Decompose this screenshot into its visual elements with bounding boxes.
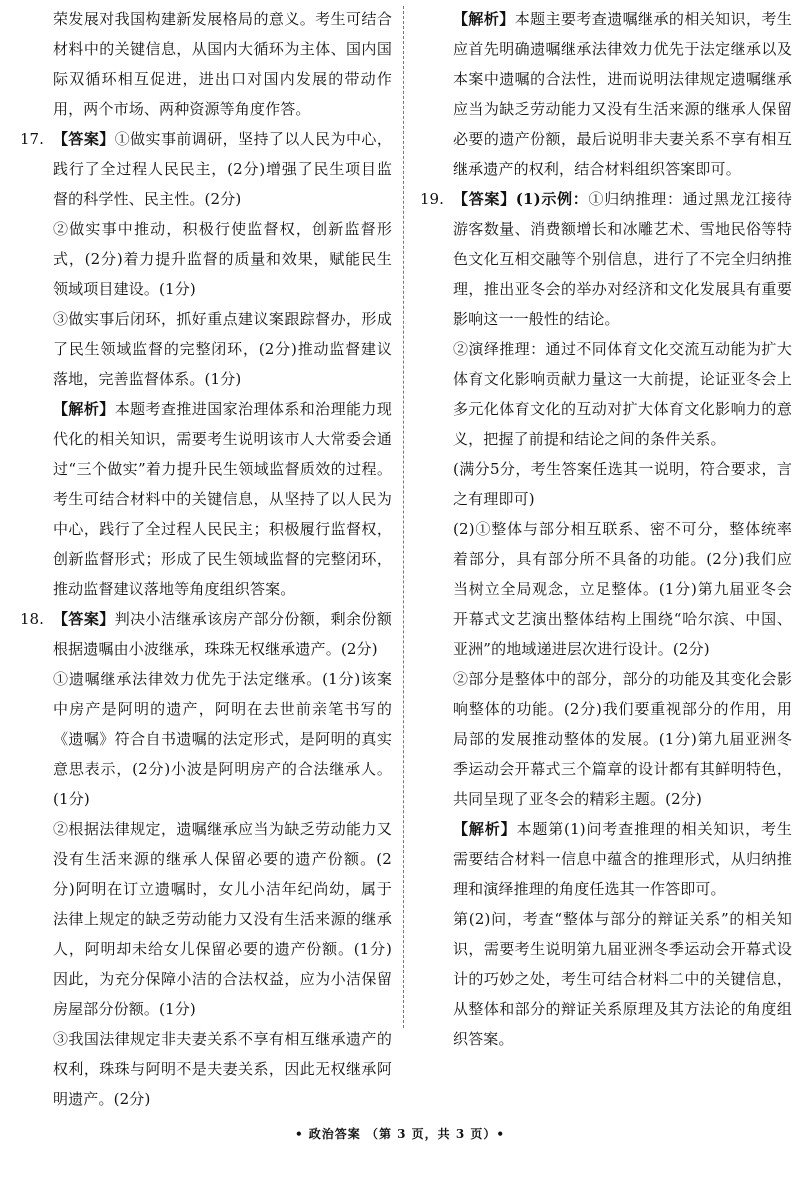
q18-answer-3: ③我国法律规定非夫妻关系不享有相互继承遗产的权利，珠珠与阿明不是夫妻关系，因此无权继承阿明遗产。(2分) [53,1030,392,1108]
analysis-text: 本题考查推进国家治理体系和治理能力现代化的相关知识，需要考生说明该市人大常委会通过“三个做实”着力提升民生领域监督质效的过程。考生可结合材料中的关键信息，从坚持了以人民为中心，践行了全过程人民民主；积极履行监督权，创新监督形式；形成了民生领域监督的完整闭环，推动监督建议落地等角度组织答案。 [53,400,392,598]
q19-part2-b: ②部分是整体中的部分，部分的功能及其变化会影响整体的功能。(2分)我们要重视部分的作用，用局部的发展推动整体的发展。(1分)第九届亚洲冬季运动会开幕式三个篇章的设计都有其鲜明特色，共同呈现了亚冬会的精彩主题。(2分) [453,670,792,808]
answer-tag: 【答案】 [53,130,115,148]
q18-analysis [420,4,792,184]
q18-answer-1: ①遗嘱继承法律效力优先于法定继承。(1分)该案中房产是阿明的遗产，阿明在去世前亲笔书写的《遗嘱》符合自书遗嘱的法定形式，是阿明的真实意思表示，(2分)小波是阿明房产的合法继承人。(1分) [53,670,392,808]
q19-part2-a: (2)①整体与部分相互联系、密不可分，整体统率着部分，具有部分所不具备的功能。(2分)我们应当树立全局观念，立足整体。(1分)第九届亚冬会开幕式文艺演出整体结构上围绕“哈尔滨、中国、亚洲”的地域递进层次进行设计。(2分) [453,520,792,658]
right-column [420,4,792,1054]
analysis-tag: 【解析】 [453,10,515,28]
q19-part1-a [453,184,792,334]
answer-tag: 【答案】 [453,190,516,208]
question-number: 18. [20,610,44,628]
answer-text: ①归纳推理：通过黑龙江接待游客数量、消费额增长和冰雕艺术、雪地民俗等特色文化互相交融等个别信息，进行了不完全归纳推理，推出亚冬会的举办对经济和文化发展具有重要影响这一一般性的结论。 [453,190,792,328]
column-divider [403,6,404,1028]
q17-answer-3: ③做实事后闭环，抓好重点建议案跟踪督办，形成了民生领域监督的完整闭环，(2分)推动监督建议落地，完善监督体系。(1分) [53,310,392,388]
answer-text: 判决小洁继承该房产部分份额，剩余份额根据遗嘱由小波继承，珠珠无权继承遗产。(2分) [53,610,392,658]
page-footer: • 政治答案 （第 3 页，共 3 页）• [294,1127,506,1141]
question-number: 17. [20,130,44,148]
analysis-text: 本题第(1)问考查推理的相关知识，考生需要结合材料一信息中蕴含的推理形式，从归纳推理和演绎推理的角度任选其一作答即可。 [453,820,792,898]
part1-label: (1)示例： [515,190,589,208]
q19-part1-note: (满分5分，考生答案任选其一说明，符合要求，言之有理即可) [453,460,792,508]
answer-text: ①做实事前调研，坚持了以人民为中心，践行了全过程人民民主，(2分)增强了民生项目监督的科学性、民主性。(2分) [53,130,392,208]
q19-part1-b: ②演绎推理：通过不同体育文化交流互动能为扩大体育文化影响贡献力量这一大前提，论证亚冬会上多元化体育文化的互动对扩大体育文化影响力的意义，把握了前提和结论之间的条件关系。 [453,340,792,448]
left-column [20,4,392,1114]
question-19 [420,184,792,1054]
q18-answer-intro [53,604,392,664]
analysis-tag: 【解析】 [53,400,115,418]
q19-analysis-2: 第(2)问，考查“整体与部分的辩证关系”的相关知识，需要考生说明第九届亚洲冬季运动会开幕式设计的巧妙之处，考生可结合材料二中的关键信息，从整体和部分的辩证关系原理及其方法论的角度组织答案。 [453,910,792,1048]
question-18 [20,604,392,1114]
question-number: 19. [420,190,444,208]
answer-tag: 【答案】 [53,610,115,628]
q18-answer-2: ②根据法律规定，遗嘱继承应当为缺乏劳动能力又没有生活来源的继承人保留必要的遗产份额。(2分)阿明在订立遗嘱时，女儿小洁年纪尚幼，属于法律上规定的缺乏劳动能力又没有生活来源的继承人，阿明却未给女儿保留必要的遗产份额。(1分)因此，为充分保障小洁的合法权益，应为小洁保留房屋部分份额。(1分) [53,820,392,1018]
question-17 [20,124,392,604]
q17-answer-2: ②做实事中推动，积极行使监督权，创新监督形式，(2分)着力提升监督的质量和效果，赋能民生领域项目建设。(1分) [53,220,392,298]
analysis-text: 本题主要考查遗嘱继承的相关知识，考生应首先明确遗嘱继承法律效力优先于法定继承以及本案中遗嘱的合法性，进而说明法律规定遗嘱继承应当为缺乏劳动能力又没有生活来源的继承人保留必要的遗产份额，最后说明非夫妻关系不享有相互继承遗产的权利，结合材料组织答案即可。 [453,10,792,178]
analysis-tag: 【解析】 [453,820,517,838]
q16-analysis-continuation: 荣发展对我国构建新发展格局的意义。考生可结合材料中的关键信息，从国内大循环为主体、国内国际双循环相互促进，进出口对国内发展的带动作用，两个市场、两种资源等角度作答。 [53,10,392,118]
q17-answer-1 [53,124,392,214]
q17-analysis [53,394,392,604]
q19-analysis-1 [453,814,792,904]
